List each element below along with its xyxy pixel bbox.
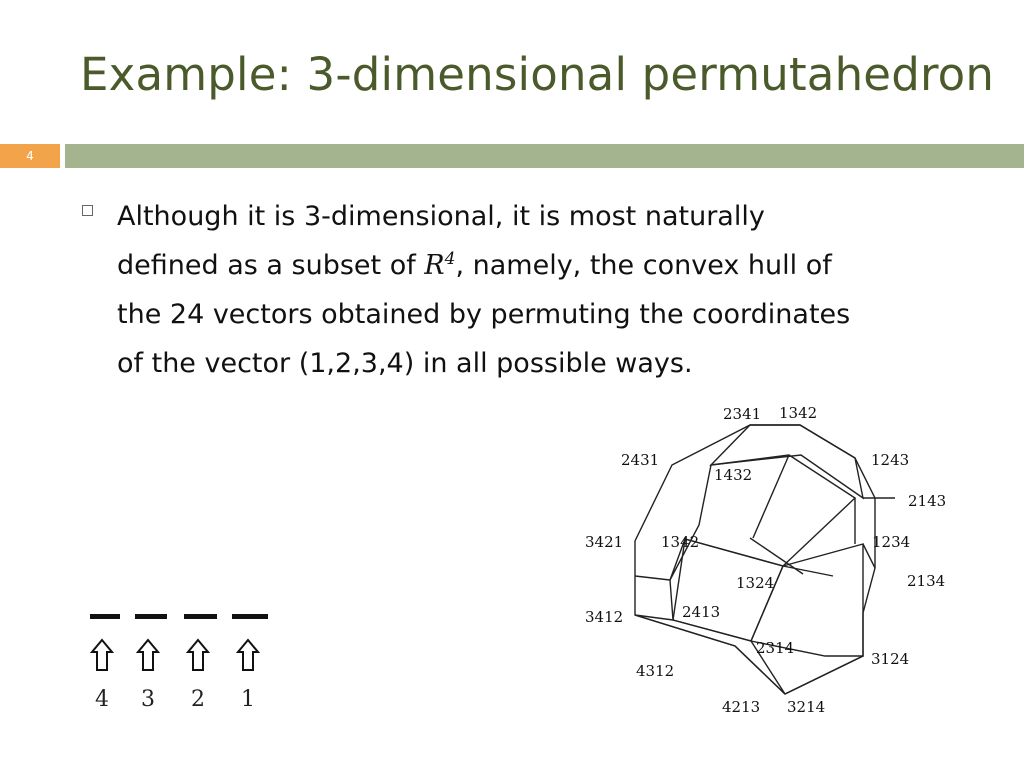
up-arrow-icon — [188, 640, 208, 670]
dash-1 — [90, 614, 120, 619]
vertex-label: 1324 — [736, 574, 775, 592]
digit-label: 1 — [241, 687, 255, 712]
dash-3 — [184, 614, 217, 619]
edge — [785, 656, 863, 694]
slide-number: 4 — [0, 144, 60, 168]
vertex-label: 1243 — [871, 451, 910, 469]
vertex-label: 3412 — [585, 608, 624, 626]
vertex-label: 1234 — [872, 533, 911, 551]
digit-label: 2 — [191, 687, 205, 712]
vertex-label: 2314 — [756, 639, 795, 657]
vertex-label: 3124 — [871, 650, 910, 668]
up-arrow-icon — [92, 640, 112, 670]
dash-2 — [135, 614, 167, 619]
vertex-label: 4213 — [722, 698, 761, 716]
vertex-label: 1342 — [779, 404, 818, 422]
edge — [670, 580, 673, 620]
bullet-line-1: Although it is 3-dimensional, it is most naturally — [117, 201, 765, 232]
vertex-label: 3214 — [787, 698, 826, 716]
vertex-label: 2143 — [908, 492, 947, 510]
permutahedron-figure — [575, 398, 990, 723]
bullet-icon — [82, 205, 93, 216]
bullet-line-2 — [117, 241, 1017, 290]
vertex-label: 1342 — [661, 533, 700, 551]
vertex-label: 4312 — [636, 662, 675, 680]
up-arrow-icon — [138, 640, 158, 670]
slide-title: Example: 3-dimensional permutahedron — [80, 48, 995, 101]
edge — [783, 566, 833, 576]
bullet-text — [117, 192, 1017, 388]
vertex-label: 2134 — [907, 572, 946, 590]
vertex-label: 1432 — [714, 466, 753, 484]
line2-post: , namely, the convex hull of — [455, 250, 832, 281]
arrows-figure — [80, 598, 280, 728]
edge — [635, 576, 670, 580]
vertex-label: 2341 — [723, 405, 762, 423]
up-arrow-icon — [238, 640, 258, 670]
outer-outline — [635, 425, 875, 694]
dash-4 — [232, 614, 268, 619]
vertex-label: 2413 — [682, 603, 721, 621]
vertex-label: 3421 — [585, 533, 624, 551]
digit-label: 3 — [141, 687, 155, 712]
vertex-label: 2431 — [621, 451, 660, 469]
title-rule — [65, 144, 1024, 168]
digit-label: 4 — [95, 687, 109, 712]
bullet-line-4: of the vector (1,2,3,4) in all possible ways. — [117, 348, 693, 379]
math-exponent: 4 — [444, 249, 456, 269]
math-base: R — [424, 250, 445, 281]
math-r4 — [424, 250, 455, 281]
edge — [753, 455, 789, 538]
line2-pre: defined as a subset of — [117, 250, 425, 281]
dash-row — [90, 614, 268, 619]
bullet-line-3: the 24 vectors obtained by permuting the coordinates — [117, 299, 851, 330]
